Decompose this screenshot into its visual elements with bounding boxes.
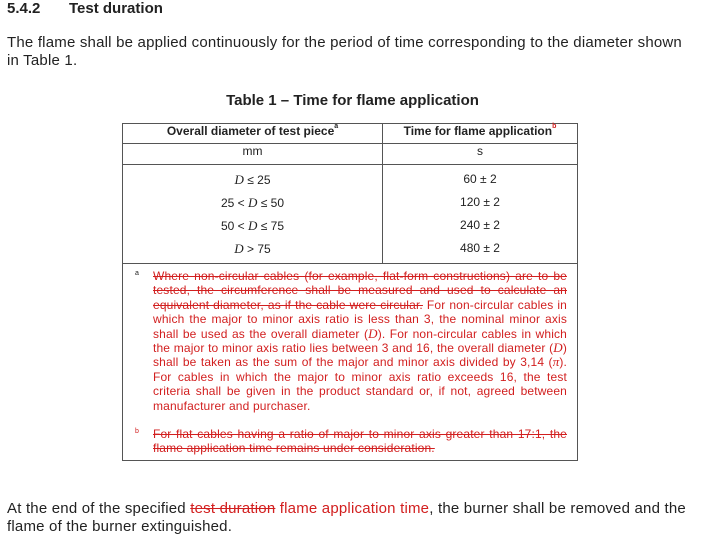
time-cell: 120 ± 2	[460, 195, 500, 209]
closing-paragraph	[7, 500, 699, 536]
deleted-text: Where non-circular cables (for example, flat-form constructions) are to be tested, the circumference shall be measured and used to calculate an equivalent diameter, as if the cable were circular.	[153, 269, 567, 312]
inserted-text: flame application time	[275, 500, 430, 517]
closing-text-after: , the burner shall be removed and the flame of the burner extinguished.	[7, 500, 686, 535]
footnote-a	[135, 269, 567, 413]
time-column	[383, 165, 578, 264]
deleted-text: For flat cables having a ratio of major to minor axis greater than 17:1, the flame application time remains under consideration.	[153, 427, 567, 456]
footnote-ref-b: b	[552, 123, 557, 130]
footnote-ref-a: a	[334, 123, 339, 130]
flame-time-table	[122, 123, 578, 461]
section-title: Test duration	[69, 0, 163, 17]
section-heading	[7, 0, 163, 17]
time-cell: 60 ± 2	[463, 172, 497, 186]
diameter-cell: D ≤ 25	[234, 172, 271, 187]
time-cell: 480 ± 2	[460, 241, 500, 255]
table-caption: Table 1 – Time for flame application	[226, 92, 479, 109]
header-diameter	[123, 124, 383, 144]
header-time-label: Time for flame application	[403, 124, 553, 138]
intro-paragraph: The flame shall be applied continuously for the period of time corresponding to the diameter shown in Table 1.	[7, 34, 682, 69]
symbol-d: D	[234, 172, 244, 187]
diameter-column	[123, 165, 383, 264]
inserted-text: For non-circular cables in which the major to minor axis ratio is less than 3, the nominal minor axis shall be used as the overall diameter (D). For non-circular cables in which the major to minor axis ratio lies between 3 and 16, the overall diameter (D) shall be taken as the sum of the major and minor axis divided by 3,14 (π). For cables in which the major to minor axis ratio exceeds 16, the test criteria shall be given in the product standard or, if not, agreed between manufacturer and purchaser.	[153, 297, 568, 413]
diameter-cell: 25 < D ≤ 50	[220, 195, 285, 210]
diameter-cell: D > 75	[234, 241, 271, 256]
footnote-mark-b: b	[135, 428, 140, 436]
symbol-d: D	[248, 195, 258, 210]
footnote-b	[135, 427, 567, 456]
diameter-cell: 50 < D ≤ 75	[220, 218, 285, 233]
header-time	[383, 124, 578, 144]
symbol-d: D	[248, 218, 258, 233]
unit-time: s	[383, 144, 578, 165]
header-diameter-label: Overall diameter of test piece	[166, 124, 335, 138]
section-number: 5.4.2	[7, 0, 41, 17]
footnote-mark-a: a	[135, 270, 140, 277]
closing-text-before: At the end of the specified	[7, 500, 191, 517]
unit-diameter: mm	[123, 144, 383, 165]
footnotes-cell	[123, 264, 578, 461]
time-cell: 240 ± 2	[460, 218, 500, 232]
deleted-text: test duration	[190, 500, 276, 517]
symbol-d: D	[234, 241, 244, 256]
